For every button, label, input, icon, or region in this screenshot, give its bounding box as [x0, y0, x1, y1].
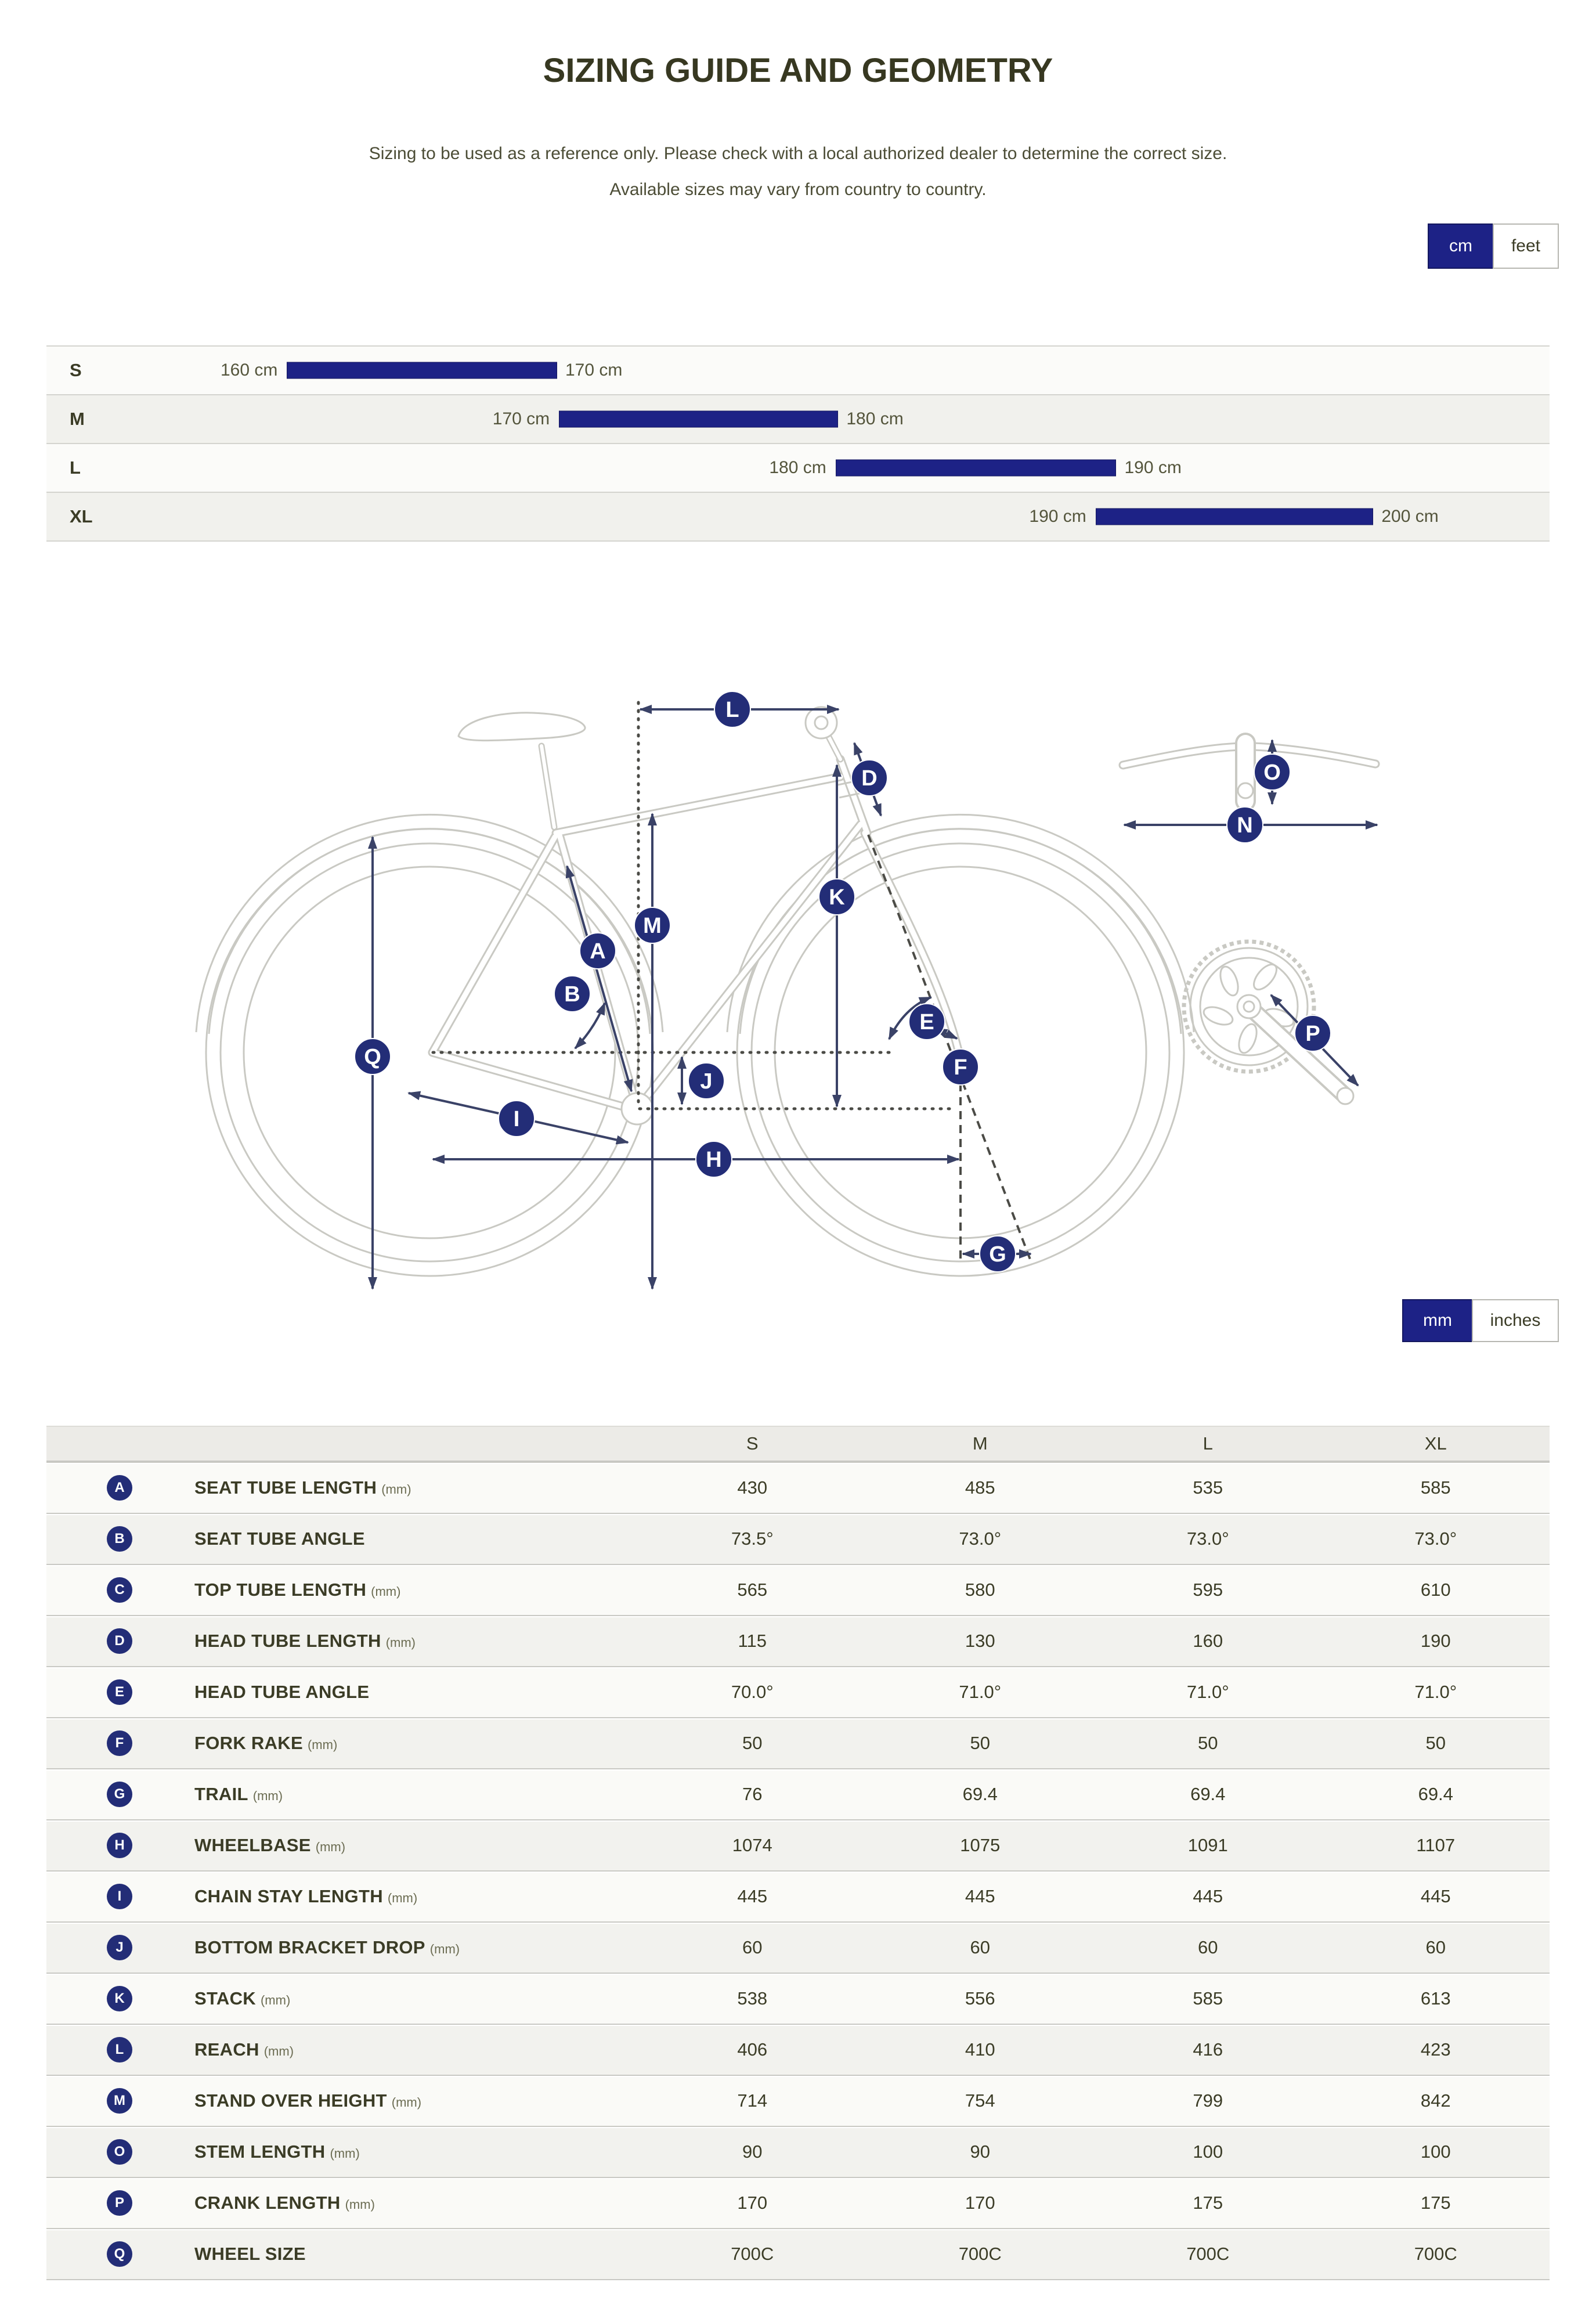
row-badge: B: [107, 1526, 132, 1552]
cell-value: 700C: [731, 2244, 774, 2264]
cell-value: 445: [1420, 1886, 1451, 1906]
cell-value: 445: [1193, 1886, 1223, 1906]
row-label: WHEELBASE (mm): [194, 1835, 346, 1855]
diagram-label-g: [980, 1236, 1016, 1272]
cell-value: 170: [965, 2193, 995, 2213]
table-row-bottom-bracket-drop: [46, 1921, 1550, 1973]
cell-value: 69.4: [1190, 1784, 1226, 1804]
cell-value: 485: [965, 1477, 995, 1498]
size-row-l: [46, 443, 1550, 492]
row-badge: A: [107, 1475, 132, 1501]
geometry-table: [46, 1426, 1550, 2280]
table-row-head-tube-angle: [46, 1666, 1550, 1717]
row-unit: (mm): [345, 2197, 375, 2212]
cell-value: 445: [737, 1886, 768, 1906]
svg-text:B: B: [564, 982, 580, 1007]
row-label: WHEEL SIZE: [194, 2244, 306, 2264]
diagram-label-h: [696, 1141, 732, 1177]
cell-value: 175: [1420, 2193, 1451, 2213]
col-header-l: L: [1203, 1433, 1213, 1454]
toggle-feet-button[interactable]: feet: [1493, 223, 1559, 269]
size-row-xl: [46, 492, 1550, 542]
cell-value: 90: [742, 2141, 763, 2162]
table-row-fork-rake: [46, 1717, 1550, 1768]
row-unit: (mm): [385, 1635, 416, 1650]
range-max-label: 180 cm: [846, 409, 904, 428]
table-row-crank-length: [46, 2177, 1550, 2228]
row-label: TRAIL (mm): [194, 1784, 283, 1804]
size-label: L: [70, 457, 81, 478]
row-badge: O: [107, 2139, 132, 2165]
cell-value: 175: [1193, 2193, 1223, 2213]
cell-value: 1091: [1187, 1835, 1228, 1855]
row-label: STEM LENGTH (mm): [194, 2141, 360, 2162]
cell-value: 160: [1193, 1631, 1223, 1651]
cell-value: 714: [737, 2090, 768, 2111]
row-label: STACK (mm): [194, 1988, 291, 2009]
cell-value: 595: [1193, 1580, 1223, 1600]
cell-value: 73.5°: [731, 1528, 774, 1549]
cell-value: 842: [1420, 2090, 1451, 2111]
svg-text:M: M: [643, 914, 662, 938]
row-label: TOP TUBE LENGTH (mm): [194, 1580, 401, 1600]
row-unit: (mm): [381, 1482, 411, 1497]
table-row-wheel-size: [46, 2228, 1550, 2280]
diagram-label-a: [580, 933, 616, 969]
handlebar-grip: [806, 707, 837, 738]
saddle: [458, 713, 585, 741]
page-subtitle-line2: Available sizes may vary from country to country.: [609, 180, 987, 199]
size-label: M: [70, 409, 85, 429]
cell-value: 71.0°: [1414, 1682, 1457, 1702]
cell-value: 580: [965, 1580, 995, 1600]
cell-value: 100: [1193, 2141, 1223, 2162]
range-min-label: 170 cm: [492, 409, 550, 428]
cell-value: 535: [1193, 1477, 1223, 1498]
cell-value: 754: [965, 2090, 995, 2111]
cell-value: 1075: [960, 1835, 1001, 1855]
row-badge: G: [107, 1782, 132, 1807]
cell-value: 585: [1420, 1477, 1451, 1498]
cell-value: 585: [1193, 1988, 1223, 2009]
diagram-label-p: [1295, 1015, 1331, 1051]
table-row-wheelbase: [46, 1819, 1550, 1870]
row-badge: I: [107, 1884, 132, 1909]
height-unit-toggle: [1428, 223, 1559, 269]
row-label: SEAT TUBE LENGTH (mm): [194, 1477, 411, 1498]
svg-text:F: F: [954, 1055, 967, 1080]
svg-text:N: N: [1237, 813, 1253, 838]
size-range-bar: [1096, 509, 1374, 525]
cell-value: 69.4: [1418, 1784, 1453, 1804]
cell-value: 50: [1198, 1733, 1218, 1753]
row-unit: (mm): [252, 1789, 283, 1803]
cell-value: 73.0°: [1186, 1528, 1229, 1549]
row-unit: (mm): [263, 2044, 294, 2058]
diagram-label-o: [1254, 754, 1290, 790]
row-badge: J: [107, 1935, 132, 1960]
cell-value: 1074: [732, 1835, 772, 1855]
size-label: XL: [70, 506, 93, 527]
cell-value: 100: [1420, 2141, 1451, 2162]
table-row-trail: [46, 1768, 1550, 1819]
diagram-label-l: [714, 691, 750, 727]
svg-text:E: E: [919, 1010, 934, 1034]
size-label: S: [70, 360, 82, 380]
svg-text:I: I: [513, 1107, 520, 1131]
row-label: CHAIN STAY LENGTH (mm): [194, 1886, 418, 1906]
cell-value: 610: [1420, 1580, 1451, 1600]
geometry-table-header: [46, 1426, 1550, 1462]
svg-text:H: H: [706, 1148, 722, 1172]
table-row-head-tube-length: [46, 1615, 1550, 1666]
row-unit: (mm): [330, 2146, 360, 2161]
cell-value: 406: [737, 2039, 768, 2060]
row-badge: Q: [107, 2241, 132, 2267]
col-header-xl: XL: [1424, 1433, 1447, 1454]
cell-value: 60: [742, 1937, 763, 1957]
row-unit: (mm): [260, 1993, 291, 2007]
row-badge: F: [107, 1730, 132, 1756]
page-subtitle-line1: Sizing to be used as a reference only. Please check with a local authorized dealer to determine the correct size.: [369, 144, 1227, 163]
range-min-label: 190 cm: [1029, 507, 1086, 526]
cell-value: 69.4: [962, 1784, 998, 1804]
row-badge: C: [107, 1577, 132, 1603]
cell-value: 538: [737, 1988, 768, 2009]
svg-text:A: A: [590, 939, 606, 964]
table-row-reach: [46, 2024, 1550, 2075]
cell-value: 423: [1420, 2039, 1451, 2060]
size-range-bar: [836, 460, 1117, 477]
cell-value: 190: [1420, 1631, 1451, 1651]
cell-value: 410: [965, 2039, 995, 2060]
row-unit: (mm): [429, 1942, 460, 1956]
cell-value: 60: [970, 1937, 990, 1957]
table-row-seat-tube-length: [46, 1462, 1550, 1513]
cell-value: 60: [1425, 1937, 1446, 1957]
table-row-seat-tube-angle: [46, 1513, 1550, 1564]
geometry-diagram: [0, 633, 1596, 1306]
dimension-arrows: [373, 709, 1377, 1289]
cell-value: 170: [737, 2193, 768, 2213]
cell-value: 1107: [1416, 1835, 1456, 1855]
table-row-stand-over-height: [46, 2075, 1550, 2126]
row-badge: L: [107, 2037, 132, 2063]
row-badge: H: [107, 1833, 132, 1858]
handlebar-stem-diagram: [1123, 743, 1375, 801]
row-badge: D: [107, 1628, 132, 1654]
cell-value: 60: [1198, 1937, 1218, 1957]
svg-text:Q: Q: [364, 1045, 381, 1069]
col-header-s: S: [746, 1433, 759, 1454]
geometry-unit-toggle: [1402, 1299, 1559, 1342]
svg-text:K: K: [829, 885, 845, 910]
row-unit: (mm): [387, 1891, 418, 1905]
size-row-m: [46, 394, 1550, 443]
cell-value: 416: [1193, 2039, 1223, 2060]
svg-text:P: P: [1305, 1022, 1320, 1046]
row-label: CRANK LENGTH (mm): [194, 2193, 375, 2213]
row-badge: M: [107, 2088, 132, 2114]
diagram-label-k: [819, 879, 855, 915]
cell-value: 565: [737, 1580, 768, 1600]
cell-value: 700C: [1186, 2244, 1230, 2264]
row-label: SEAT TUBE ANGLE: [194, 1528, 365, 1549]
table-row-stack: [46, 1973, 1550, 2024]
range-min-label: 160 cm: [221, 360, 278, 380]
row-unit: (mm): [307, 1737, 338, 1752]
svg-text:O: O: [1263, 760, 1281, 785]
cell-value: 445: [965, 1886, 995, 1906]
rear-wheel: [196, 814, 663, 1276]
toggle-inches-button[interactable]: inches: [1472, 1299, 1559, 1342]
size-range-bar: [559, 411, 838, 428]
row-badge: E: [107, 1679, 132, 1705]
row-badge: K: [107, 1986, 132, 2011]
range-min-label: 180 cm: [769, 458, 826, 477]
cell-value: 50: [970, 1733, 990, 1753]
diagram-label-f: [943, 1049, 978, 1085]
row-unit: (mm): [371, 1584, 401, 1599]
toggle-mm-button[interactable]: mm: [1402, 1299, 1473, 1342]
size-range-bar: [287, 362, 557, 379]
row-label: REACH (mm): [194, 2039, 294, 2060]
svg-text:L: L: [725, 698, 739, 722]
cell-value: 76: [742, 1784, 763, 1804]
cell-value: 799: [1193, 2090, 1223, 2111]
size-row-s: [46, 345, 1550, 394]
row-label: STAND OVER HEIGHT (mm): [194, 2090, 422, 2111]
diagram-label-j: [688, 1063, 724, 1099]
svg-text:J: J: [700, 1069, 713, 1094]
cell-value: 73.0°: [959, 1528, 1002, 1549]
diagram-label-m: [634, 907, 670, 943]
svg-text:G: G: [989, 1242, 1006, 1267]
cell-value: 70.0°: [731, 1682, 774, 1702]
diagram-label-d: [851, 760, 887, 796]
toggle-cm-button[interactable]: cm: [1428, 223, 1494, 269]
cell-value: 430: [737, 1477, 768, 1498]
cell-value: 71.0°: [959, 1682, 1002, 1702]
diagram-label-i: [499, 1101, 535, 1137]
cell-value: 613: [1420, 1988, 1451, 2009]
diagram-label-q: [355, 1039, 391, 1075]
row-unit: (mm): [315, 1840, 346, 1854]
svg-text:D: D: [861, 766, 878, 791]
cell-value: 130: [965, 1631, 995, 1651]
cell-value: 73.0°: [1414, 1528, 1457, 1549]
cell-value: 700C: [958, 2244, 1002, 2264]
range-max-label: 200 cm: [1381, 507, 1439, 526]
cell-value: 71.0°: [1186, 1682, 1229, 1702]
cell-value: 556: [965, 1988, 995, 2009]
page-title: SIZING GUIDE AND GEOMETRY: [543, 52, 1053, 89]
diagram-label-e: [909, 1004, 945, 1040]
cell-value: 50: [1425, 1733, 1446, 1753]
col-header-m: M: [972, 1433, 988, 1454]
row-label: HEAD TUBE LENGTH (mm): [194, 1631, 416, 1651]
diagram-label-n: [1227, 807, 1263, 843]
cell-value: 115: [738, 1631, 767, 1651]
diagram-label-b: [554, 976, 590, 1012]
table-row-stem-length: [46, 2126, 1550, 2177]
table-row-top-tube-length: [46, 1564, 1550, 1615]
table-row-chain-stay-length: [46, 1870, 1550, 1921]
row-label: HEAD TUBE ANGLE: [194, 1682, 370, 1702]
cell-value: 700C: [1414, 2244, 1457, 2264]
row-label: FORK RAKE (mm): [194, 1733, 338, 1753]
cell-value: 90: [970, 2141, 990, 2162]
range-max-label: 170 cm: [565, 360, 623, 380]
rider-height-size-chart: [46, 345, 1550, 542]
range-max-label: 190 cm: [1124, 458, 1182, 477]
cell-value: 50: [742, 1733, 763, 1753]
row-unit: (mm): [391, 2095, 422, 2110]
row-label: BOTTOM BRACKET DROP (mm): [194, 1937, 460, 1957]
row-badge: P: [107, 2190, 132, 2216]
